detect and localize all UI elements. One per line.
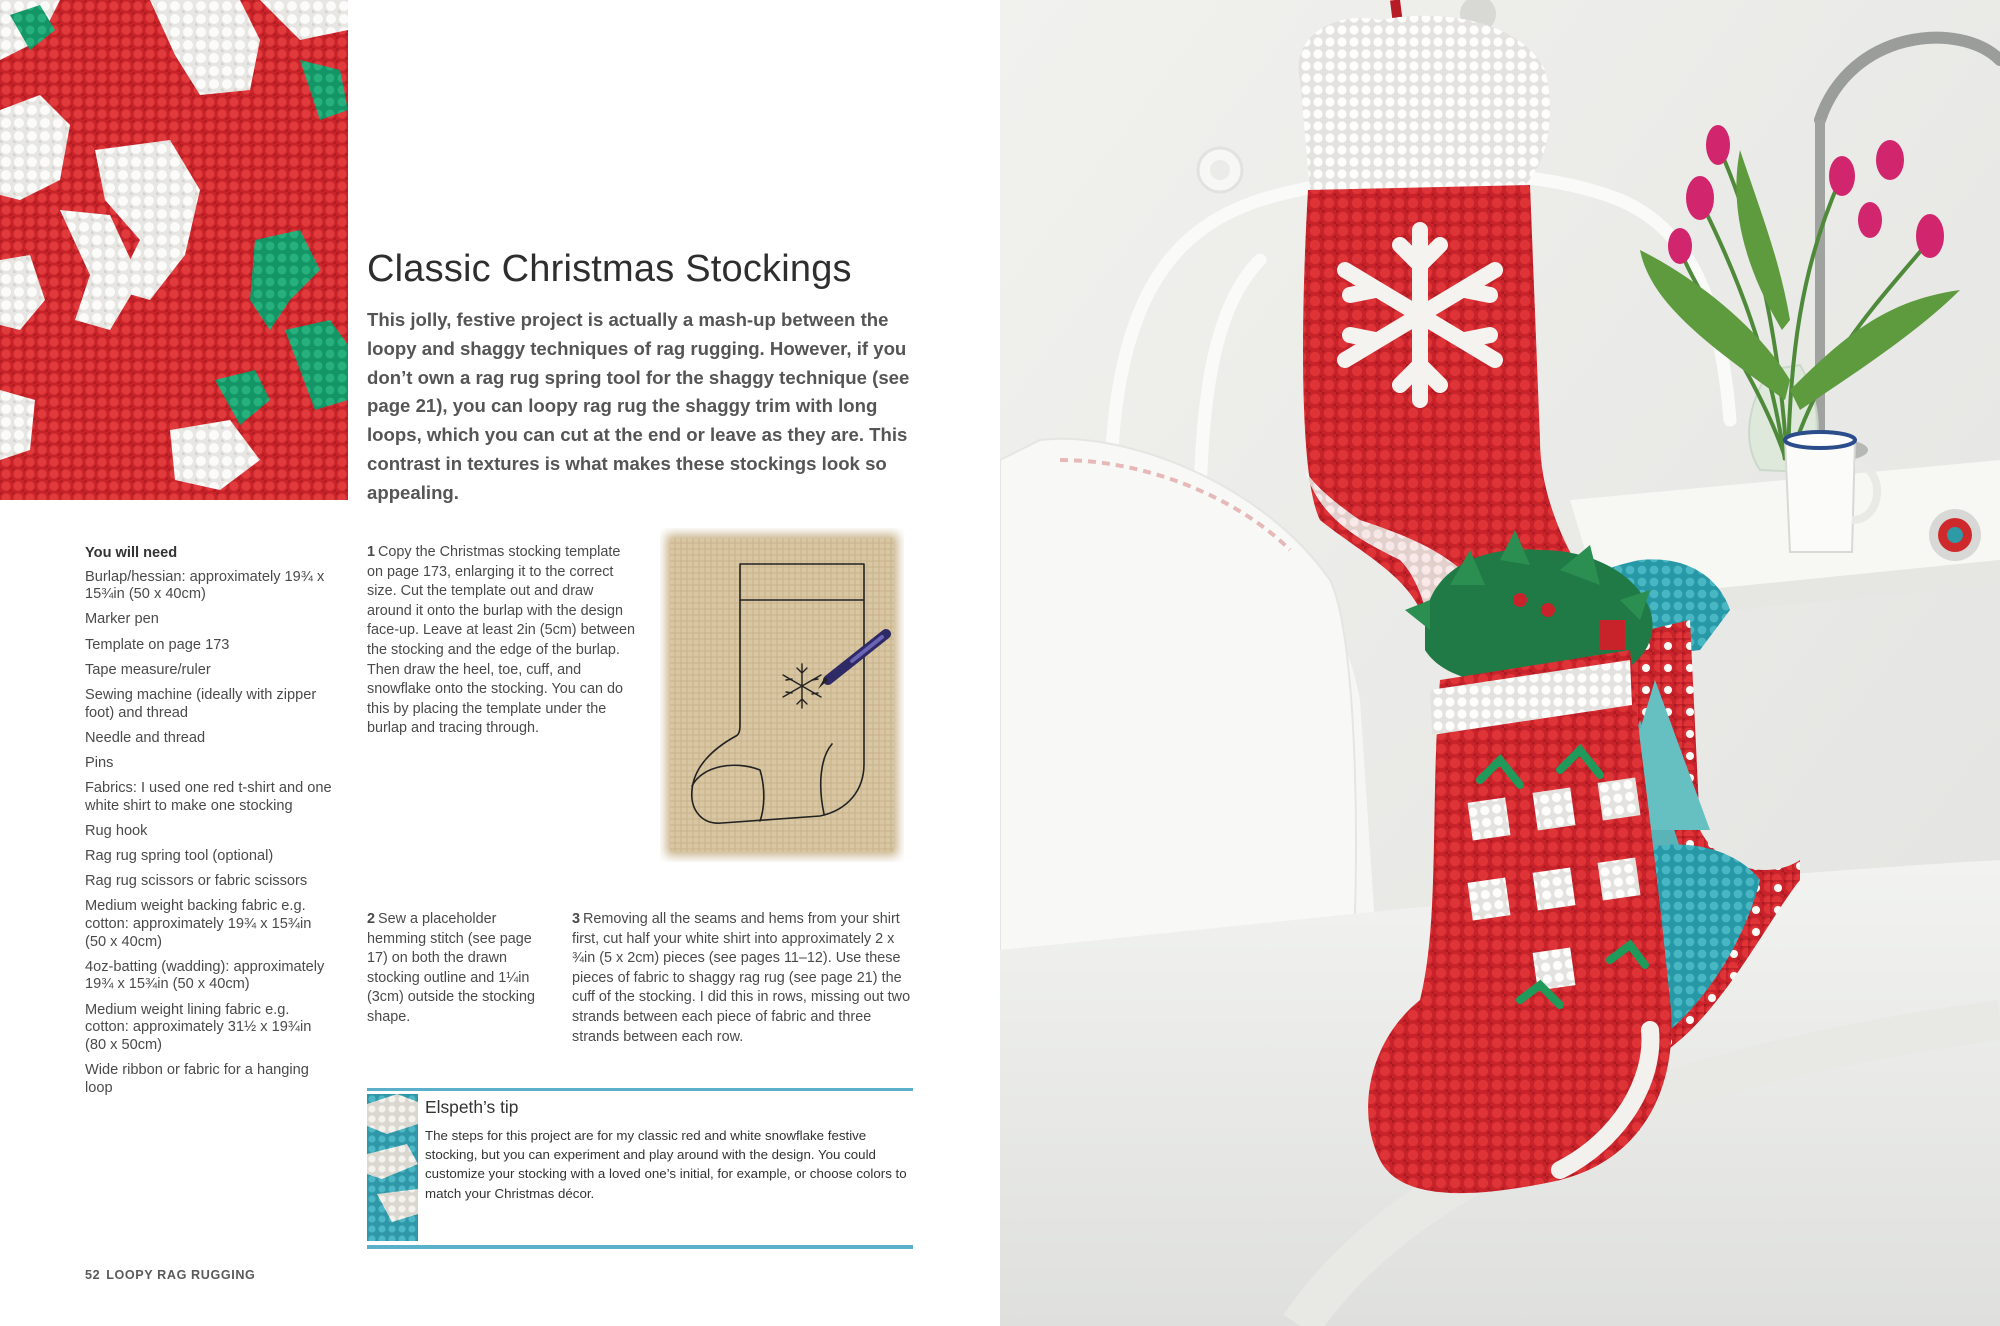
tip-rag-rug-swatch-image bbox=[367, 1094, 418, 1241]
tip-box bbox=[367, 1088, 913, 1249]
step-text: Copy the Christmas stocking template on page 173, enlarging it to the correct size. Cut the template out and draw around it onto the burlap with the design face-up. Leave at least 2in (5cm) between the stocking and the edge of the burlap. Then draw the heel, toe, cuff, and snowflake onto the stocking. You can do this by placing the template under the burlap and tracing through. bbox=[367, 544, 635, 737]
material-item: Tape measure/ruler bbox=[85, 661, 211, 678]
intro-paragraph: This jolly, festive project is actually a mash-up between the loopy and shaggy techniques of rag rugging. However, if you don’t own a rag rug spring tool for the shaggy technique (see page 21), you can loopy rag rug the shaggy trim with long loops, which you can cut at the end or leave as they are. This contrast in textures is what makes these stockings look so appealing. bbox=[367, 309, 910, 503]
material-item: Rag rug scissors or fabric scissors bbox=[85, 873, 308, 890]
step-3 bbox=[572, 910, 917, 1047]
material-item: Medium weight lining fabric e.g. cotton: approximately 31½ x 19¾in (80 x 50cm) bbox=[85, 1001, 312, 1053]
material-item: Sewing machine (ideally with zipper foot) and thread bbox=[85, 686, 317, 721]
material-item: Pins bbox=[85, 754, 114, 771]
stocking-template-illustration bbox=[660, 528, 904, 862]
page-title: Classic Christmas Stockings bbox=[367, 248, 852, 290]
material-item: 4oz-batting (wadding): approximately 19¾ x 15¾in (50 x 40cm) bbox=[85, 958, 325, 993]
material-item: Template on page 173 bbox=[85, 636, 230, 653]
material-item: Needle and thread bbox=[85, 729, 206, 746]
material-item: Fabrics: I used one red t-shirt and one white shirt to make one stocking bbox=[85, 780, 332, 814]
stockings-photo bbox=[1000, 0, 2000, 1326]
tip-text: The steps for this project are for my classic red and white snowflake festive stocking, but you can experiment and play around with the design. You could customize your stocking with a loved one’s initial, for example, or choose colors to match your Christmas décor. bbox=[425, 1128, 907, 1201]
step-2 bbox=[367, 910, 537, 1028]
page-footer bbox=[85, 1268, 255, 1282]
step-1 bbox=[367, 543, 635, 739]
step-text: Sew a placeholder hemming stitch (see page 17) on both the drawn stocking outline and 1¼in (3cm) outside the stocking shape. bbox=[367, 911, 535, 1025]
material-item: Rug hook bbox=[85, 822, 148, 839]
material-item: Marker pen bbox=[85, 611, 159, 628]
tip-title: Elspeth’s tip bbox=[425, 1097, 519, 1117]
page-number: 52 bbox=[85, 1268, 101, 1282]
running-section-title: LOOPY RAG RUGGING bbox=[106, 1268, 256, 1282]
material-item: Medium weight backing fabric e.g. cotton: approximately 19¾ x 15¾in (50 x 40cm) bbox=[85, 898, 312, 950]
materials-list bbox=[85, 545, 335, 1105]
step-number: 3 bbox=[572, 911, 581, 927]
step-text: Removing all the seams and hems from your shirt first, cut half your white shirt into approximately 2 x ¾in (5 x 2cm) pieces (see pages 11–12). Use these pieces of fabric to shaggy rag rug (see page 21) the cuff of the stocking. I did this in rows, missing out two strands between each piece of fabric and three strands between each row. bbox=[572, 911, 911, 1045]
material-item: Wide ribbon or fabric for a hanging loop bbox=[85, 1061, 309, 1096]
materials-heading: You will need bbox=[85, 545, 178, 561]
christmas-bauble-icon bbox=[1929, 509, 1981, 561]
step-number: 2 bbox=[367, 911, 376, 927]
rag-rug-closeup-photo bbox=[0, 0, 348, 500]
step-number: 1 bbox=[367, 544, 376, 560]
material-item: Burlap/hessian: approximately 19¾ x 15¾in (50 x 40cm) bbox=[85, 568, 325, 603]
material-item: Rag rug spring tool (optional) bbox=[85, 848, 274, 865]
